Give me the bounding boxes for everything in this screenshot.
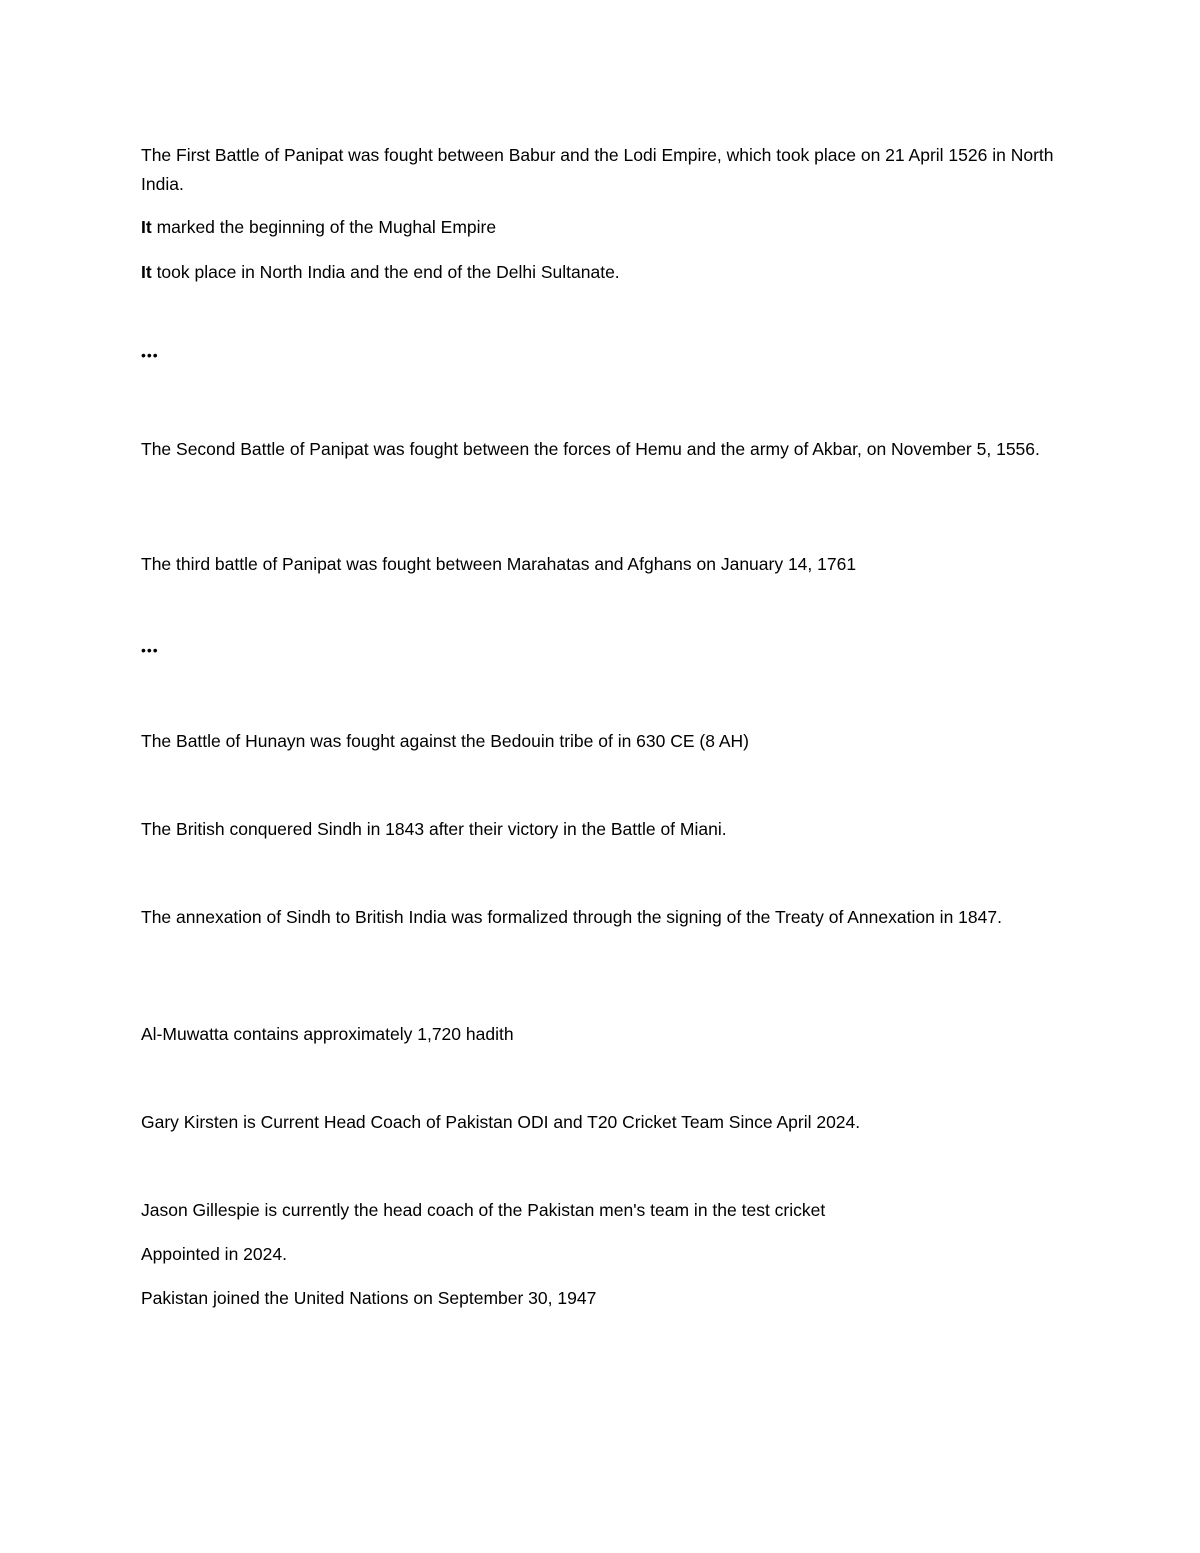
sindh-conquest-paragraph: The British conquered Sindh in 1843 after their victory in the Battle of Miani. [141,819,727,839]
mughal-rest-text: marked the beginning of the Mughal Empire [151,217,497,237]
section-separator: ••• [141,347,159,363]
muwatta-paragraph: Al-Muwatta contains approximately 1,720 hadith [141,1024,514,1044]
second-battle-paragraph: The Second Battle of Panipat was fought between the forces of Hemu and the army of Akbar, on November 5, 1556. [141,439,1040,459]
delhi-sultanate-line [141,258,1061,287]
gillespie-appointed-line: Appointed in 2024. [141,1244,287,1264]
delhi-rest-text: took place in North India and the end of the Delhi Sultanate. [151,262,620,282]
kirsten-paragraph: Gary Kirsten is Current Head Coach of Pakistan ODI and T20 Cricket Team Since April 2024. [141,1112,861,1132]
un-membership-line: Pakistan joined the United Nations on September 30, 1947 [141,1288,597,1308]
mughal-lead-word: It [141,217,152,237]
third-battle-paragraph: The third battle of Panipat was fought between Marahatas and Afghans on January 14, 1761 [141,554,857,574]
mughal-empire-line [141,213,1061,242]
sindh-annexation-paragraph: The annexation of Sindh to British India was formalized through the signing of the Treaty of Annexation in 1847. [141,907,1002,927]
delhi-lead-word: It [141,262,152,282]
gillespie-paragraph: Jason Gillespie is currently the head coach of the Pakistan men's team in the test cricket [141,1200,826,1220]
hunayn-paragraph: The Battle of Hunayn was fought against the Bedouin tribe of in 630 CE (8 AH) [141,731,750,751]
section-separator: ••• [141,642,159,658]
first-battle-paragraph: The First Battle of Panipat was fought between Babur and the Lodi Empire, which took place on 21 April 1526 in North India. [141,145,1054,194]
